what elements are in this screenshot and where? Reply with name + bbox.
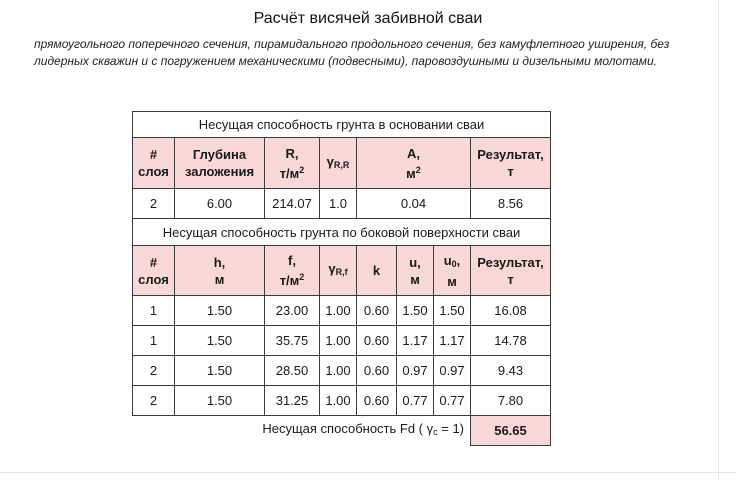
right-divider xyxy=(718,0,719,480)
side-cell-h: 1.50 xyxy=(175,356,265,386)
base-header-A: A, $м^2$ xyxy=(357,138,471,189)
side-cell-u: 1.50 xyxy=(397,296,434,326)
side-cell-u: 1.17 xyxy=(397,326,434,356)
side-cell-result: 16.08 xyxy=(471,296,551,326)
side-cell-gamma: 1.00 xyxy=(320,386,357,416)
side-cell-f: 28.50 xyxy=(265,356,320,386)
side-cell-u0: 0.97 xyxy=(434,356,471,386)
side-data-row xyxy=(133,386,551,416)
base-cell-R: 214.07 xyxy=(265,189,320,219)
side-cell-layer: 1 xyxy=(133,296,175,326)
side-cell-h: 1.50 xyxy=(175,296,265,326)
base-cell-depth: 6.00 xyxy=(175,189,265,219)
side-data-row xyxy=(133,326,551,356)
side-cell-u0: 1.50 xyxy=(434,296,471,326)
side-cell-layer: 2 xyxy=(133,356,175,386)
total-row xyxy=(133,416,551,446)
side-cell-result: 14.78 xyxy=(471,326,551,356)
base-cell-A: 0.04 xyxy=(357,189,471,219)
side-cell-u: 0.77 xyxy=(397,386,434,416)
base-header-depth: Глубина заложения xyxy=(175,138,265,189)
side-cell-result: 9.43 xyxy=(471,356,551,386)
base-header-gamma: $\gamma_{R,R}$ xyxy=(320,138,357,189)
side-cell-layer: 1 xyxy=(133,326,175,356)
side-cell-k: 0.60 xyxy=(357,326,397,356)
base-cell-layer: 2 xyxy=(133,189,175,219)
side-cell-k: 0.60 xyxy=(357,296,397,326)
base-header-R: R, $т/м^2$ xyxy=(265,138,320,189)
side-header-layer: # слоя xyxy=(133,246,175,296)
side-data-row xyxy=(133,296,551,326)
page-title: Расчёт висячей забивной сваи xyxy=(253,10,483,27)
side-cell-f: 23.00 xyxy=(265,296,320,326)
side-cell-layer: 2 xyxy=(133,386,175,416)
side-header-u0: $u_0$, м xyxy=(434,246,471,296)
side-cell-h: 1.50 xyxy=(175,386,265,416)
side-header-u: u, м xyxy=(397,246,434,296)
side-header-h: h, м xyxy=(175,246,265,296)
side-header-result: Результат, т xyxy=(471,246,551,296)
side-cell-u0: 0.77 xyxy=(434,386,471,416)
side-cell-h: 1.50 xyxy=(175,326,265,356)
side-header-f: f, $т/м^2$ xyxy=(265,246,320,296)
side-section-title: Несущая способность грунта по боковой поверхности сваи xyxy=(133,219,551,246)
side-cell-gamma: 1.00 xyxy=(320,296,357,326)
pile-calculation-table xyxy=(132,111,551,446)
side-header-k: k xyxy=(357,246,397,296)
side-cell-k: 0.60 xyxy=(357,386,397,416)
side-cell-result: 7.80 xyxy=(471,386,551,416)
total-label: Несущая способность Fd ( $\gamma_c = 1$) xyxy=(262,421,464,438)
base-section-title: Несущая способность грунта в основании сваи xyxy=(133,112,551,138)
base-header-layer: # слоя xyxy=(133,138,175,189)
side-cell-u0: 1.17 xyxy=(434,326,471,356)
side-data-row xyxy=(133,356,551,386)
side-cell-k: 0.60 xyxy=(357,356,397,386)
base-data-row xyxy=(133,189,551,219)
base-cell-result: 8.56 xyxy=(471,189,551,219)
bottom-divider xyxy=(0,472,736,473)
page-subtitle: прямоугольного поперечного сечения, пирамидального продольного сечения, без камуфлетного уширения, без лидерных скважин и с погружением механическими (подвесными), паровоздушными и дизельными молотами. xyxy=(34,37,670,68)
base-cell-gamma: 1.0 xyxy=(320,189,357,219)
total-value: 56.65 xyxy=(471,416,551,446)
side-cell-gamma: 1.00 xyxy=(320,356,357,386)
side-header-gamma: $\gamma_{R,f}$ xyxy=(320,246,357,296)
side-cell-f: 31.25 xyxy=(265,386,320,416)
side-cell-f: 35.75 xyxy=(265,326,320,356)
side-cell-u: 0.97 xyxy=(397,356,434,386)
base-header-result: Результат, т xyxy=(471,138,551,189)
side-cell-gamma: 1.00 xyxy=(320,326,357,356)
